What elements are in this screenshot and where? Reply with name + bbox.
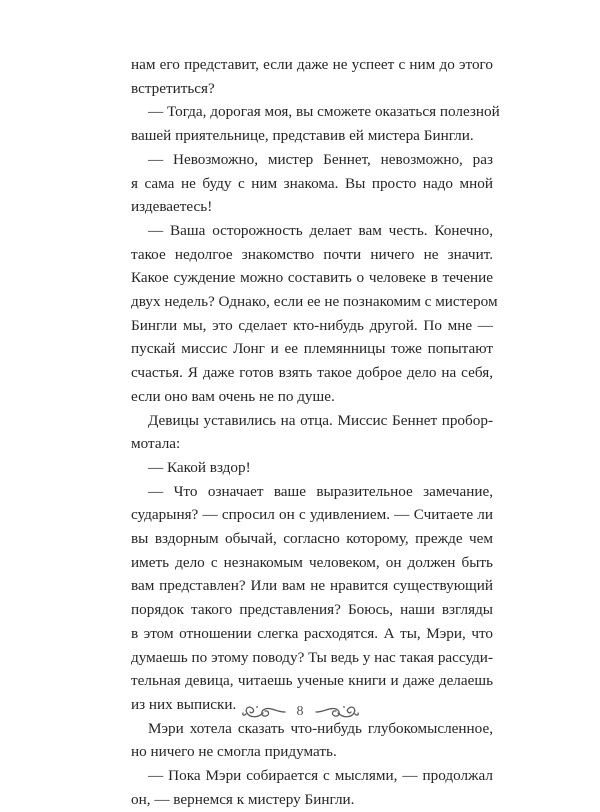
text-line: в этом отношении слегка расходятся. А ты, Мэри, что xyxy=(131,624,493,642)
text-line: — Какой вздор! xyxy=(148,458,251,476)
text-line: он, — вернемся к мистеру Бингли. xyxy=(131,790,355,808)
text-line: думаешь по этому поводу? Ты ведь у нас такая рассуди- xyxy=(131,648,493,666)
text-line: такое недолгое знакомство почти ничего не значит. xyxy=(131,245,493,263)
text-line: вам представлен? Или вам не нравится существующий xyxy=(131,577,493,595)
text-line: но ничего не смогла придумать. xyxy=(131,743,337,761)
text-line: из них выписки. xyxy=(131,695,237,713)
right-swirl-ornament-icon xyxy=(314,703,360,721)
text-line: если оно вам очень не по душе. xyxy=(131,387,335,405)
text-line: Какое суждение можно составить о человеке в течение xyxy=(131,269,493,287)
text-line: Мэри хотела сказать что-нибудь глубокомысленное, xyxy=(148,719,493,737)
text-line: — Пока Мэри собирается с мыслями, — продолжал xyxy=(148,767,493,785)
text-line: — Невозможно, мистер Беннет, невозможно, раз xyxy=(148,150,493,168)
text-line: вашей приятельнице, представив ей мистера Бингли. xyxy=(131,127,474,145)
text-line: Девицы уставились на отца. Миссис Беннет пробор- xyxy=(148,411,493,429)
text-line: — Ваша осторожность делает вам честь. Конечно, xyxy=(148,221,493,239)
text-line: — Что означает ваше выразительное замечание, xyxy=(148,482,493,500)
page-number: 8 xyxy=(296,704,304,719)
text-line: счастья. Я даже готов взять такое доброе дело на себя, xyxy=(131,364,493,382)
text-line: Бингли мы, это сделает кто-нибудь другой. По мне — xyxy=(131,316,493,334)
text-line: сударыня? — спросил он с удивлением. — Считаете ли xyxy=(131,506,493,524)
text-line: мотала: xyxy=(131,435,181,453)
text-line: — Тогда, дорогая моя, вы сможете оказаться полезной xyxy=(148,103,500,121)
text-line: встретиться? xyxy=(131,79,215,97)
text-line: вы вздорным обычай, согласно которому, прежде чем xyxy=(131,530,493,548)
text-line: иметь дело с незнакомым человеком, он должен быть xyxy=(131,553,493,571)
text-line: порядок такого представления? Боюсь, наши взгляды xyxy=(131,601,493,619)
body-text xyxy=(131,53,500,812)
text-line: издеваетесь! xyxy=(131,198,213,216)
page-footer xyxy=(0,699,600,725)
text-line: двух недель? Однако, если ее не познакомим с мистером xyxy=(131,293,498,311)
left-swirl-ornament-icon xyxy=(241,703,287,721)
text-line: я сама не буду с ним знакома. Вы просто надо мной xyxy=(131,174,493,192)
text-line: нам его представит, если даже не успеет с ним до этого xyxy=(131,56,493,73)
text-line: тельная девица, читаешь ученые книги и даже делаешь xyxy=(131,672,493,690)
text-line: пускай миссис Лонг и ее племянницы тоже попытают xyxy=(131,340,493,358)
